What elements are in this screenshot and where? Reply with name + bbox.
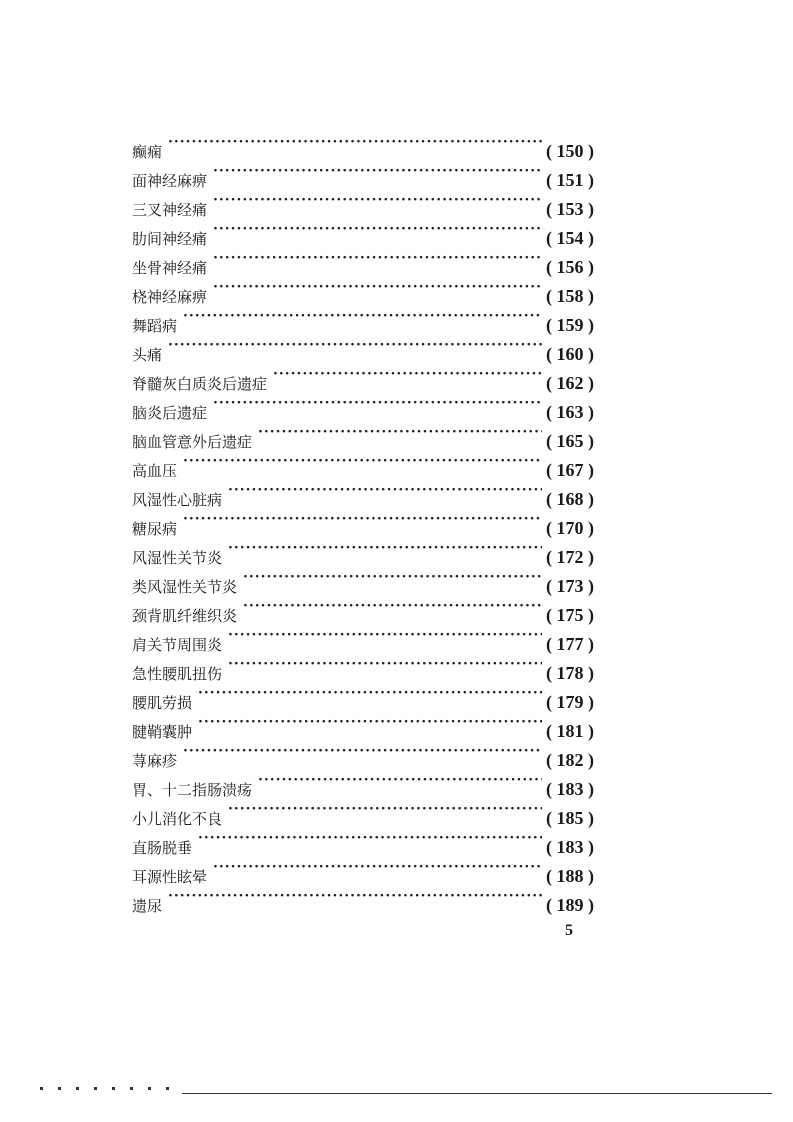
toc-entry-page: ( 151 ) <box>546 170 594 190</box>
toc-entry-title: 坐骨神经痛 <box>132 259 208 277</box>
dot-leader <box>243 563 542 592</box>
dot-leader <box>213 244 542 273</box>
toc-entry-page: ( 179 ) <box>546 692 594 712</box>
toc-entry-title: 三叉神经痛 <box>132 201 208 219</box>
dot-leader <box>183 447 542 476</box>
footer-dot <box>58 1087 61 1090</box>
dot-leader <box>198 679 542 708</box>
toc-entry-title: 脑炎后遗症 <box>132 404 208 422</box>
toc-entry <box>132 708 594 741</box>
toc-entry-title: 肋间神经痛 <box>132 230 208 248</box>
toc-entry-page: ( 173 ) <box>546 576 594 596</box>
toc-entry-title: 癫痫 <box>132 143 163 161</box>
dot-leader <box>168 331 542 360</box>
toc-entry-title: 耳源性眩晕 <box>132 868 208 886</box>
footer-dot <box>148 1087 151 1090</box>
dot-leader <box>168 882 542 911</box>
toc-entry-title: 类风湿性关节炎 <box>132 578 238 596</box>
footer-dot <box>40 1087 43 1090</box>
toc-entry-page: ( 170 ) <box>546 518 594 538</box>
toc-entry <box>132 505 594 538</box>
toc-entry-title: 风湿性心脏病 <box>132 491 223 509</box>
toc-entry-title: 遗尿 <box>132 897 163 915</box>
dot-leader <box>198 824 542 853</box>
dot-leader <box>228 534 542 563</box>
footer-dot <box>94 1087 97 1090</box>
toc-entry-title: 头痛 <box>132 346 163 364</box>
footer-dot <box>130 1087 133 1090</box>
toc-entry <box>132 360 594 393</box>
toc-entry-page: ( 162 ) <box>546 373 594 393</box>
dot-leader <box>213 186 542 215</box>
toc-entry-title: 桡神经麻痹 <box>132 288 208 306</box>
toc-entry-page: ( 172 ) <box>546 547 594 567</box>
toc-entry-title: 腰肌劳损 <box>132 694 193 712</box>
dot-leader <box>183 505 542 534</box>
toc-entry <box>132 737 594 770</box>
dot-leader <box>213 215 542 244</box>
dot-leader <box>213 853 542 882</box>
toc-entry-page: ( 188 ) <box>546 866 594 886</box>
toc-entry <box>132 534 594 567</box>
toc-entry-page: ( 183 ) <box>546 779 594 799</box>
toc-entry-page: ( 181 ) <box>546 721 594 741</box>
dot-leader <box>168 128 542 157</box>
dot-leader <box>213 273 542 302</box>
footer-dot <box>112 1087 115 1090</box>
table-of-contents <box>132 128 594 915</box>
toc-entry-title: 糖尿病 <box>132 520 178 538</box>
toc-entry-page: ( 158 ) <box>546 286 594 306</box>
dot-leader <box>183 302 542 331</box>
toc-entry-page: ( 177 ) <box>546 634 594 654</box>
toc-entry-title: 直肠脱垂 <box>132 839 193 857</box>
toc-entry-page: ( 185 ) <box>546 808 594 828</box>
dot-leader <box>258 418 542 447</box>
page-number: 5 <box>565 922 573 939</box>
toc-entry-page: ( 165 ) <box>546 431 594 451</box>
dot-leader <box>198 708 542 737</box>
toc-entry-title: 小儿消化不良 <box>132 810 223 828</box>
toc-entry-title: 高血压 <box>132 462 178 480</box>
toc-entry-page: ( 168 ) <box>546 489 594 509</box>
footer-dot <box>76 1087 79 1090</box>
dot-leader <box>273 360 542 389</box>
toc-entry-title: 脑血管意外后遗症 <box>132 433 253 451</box>
dot-leader <box>228 476 542 505</box>
dot-leader <box>243 592 542 621</box>
toc-entry-title: 胃、十二指肠溃疡 <box>132 781 253 799</box>
toc-entry-page: ( 159 ) <box>546 315 594 335</box>
toc-entry <box>132 157 594 190</box>
toc-entry-title: 腱鞘囊肿 <box>132 723 193 741</box>
dot-leader <box>213 389 542 418</box>
toc-entry <box>132 447 594 480</box>
dot-leader <box>213 157 542 186</box>
toc-entry-title: 急性腰肌扭伤 <box>132 665 223 683</box>
toc-entry <box>132 766 594 799</box>
toc-entry <box>132 853 594 886</box>
toc-entry-page: ( 163 ) <box>546 402 594 422</box>
footer-rule <box>182 1093 772 1094</box>
toc-entry <box>132 824 594 857</box>
toc-entry-title: 荨麻疹 <box>132 752 178 770</box>
toc-entry-title: 舞蹈病 <box>132 317 178 335</box>
dot-leader <box>228 650 542 679</box>
footer-dots <box>40 1087 169 1090</box>
dot-leader <box>228 795 542 824</box>
toc-entry-page: ( 156 ) <box>546 257 594 277</box>
toc-entry-page: ( 167 ) <box>546 460 594 480</box>
toc-entry-title: 面神经麻痹 <box>132 172 208 190</box>
toc-entry <box>132 882 594 915</box>
toc-entry-page: ( 189 ) <box>546 895 594 915</box>
dot-leader <box>228 621 542 650</box>
toc-entry-title: 颈背肌纤维织炎 <box>132 607 238 625</box>
toc-entry-title: 风湿性关节炎 <box>132 549 223 567</box>
toc-entry-title: 肩关节周围炎 <box>132 636 223 654</box>
toc-entry-page: ( 160 ) <box>546 344 594 364</box>
toc-entry-page: ( 178 ) <box>546 663 594 683</box>
toc-entry-page: ( 150 ) <box>546 141 594 161</box>
dot-leader <box>183 737 542 766</box>
toc-entry <box>132 128 594 161</box>
toc-entry <box>132 679 594 712</box>
toc-entry-page: ( 154 ) <box>546 228 594 248</box>
toc-entry-page: ( 183 ) <box>546 837 594 857</box>
toc-entry-page: ( 153 ) <box>546 199 594 219</box>
toc-entry-page: ( 175 ) <box>546 605 594 625</box>
toc-entry-title: 脊髓灰白质炎后遗症 <box>132 375 268 393</box>
dot-leader <box>258 766 542 795</box>
toc-entry <box>132 331 594 364</box>
toc-entry <box>132 476 594 509</box>
toc-entry-page: ( 182 ) <box>546 750 594 770</box>
footer-dot <box>166 1087 169 1090</box>
toc-entry <box>132 302 594 335</box>
